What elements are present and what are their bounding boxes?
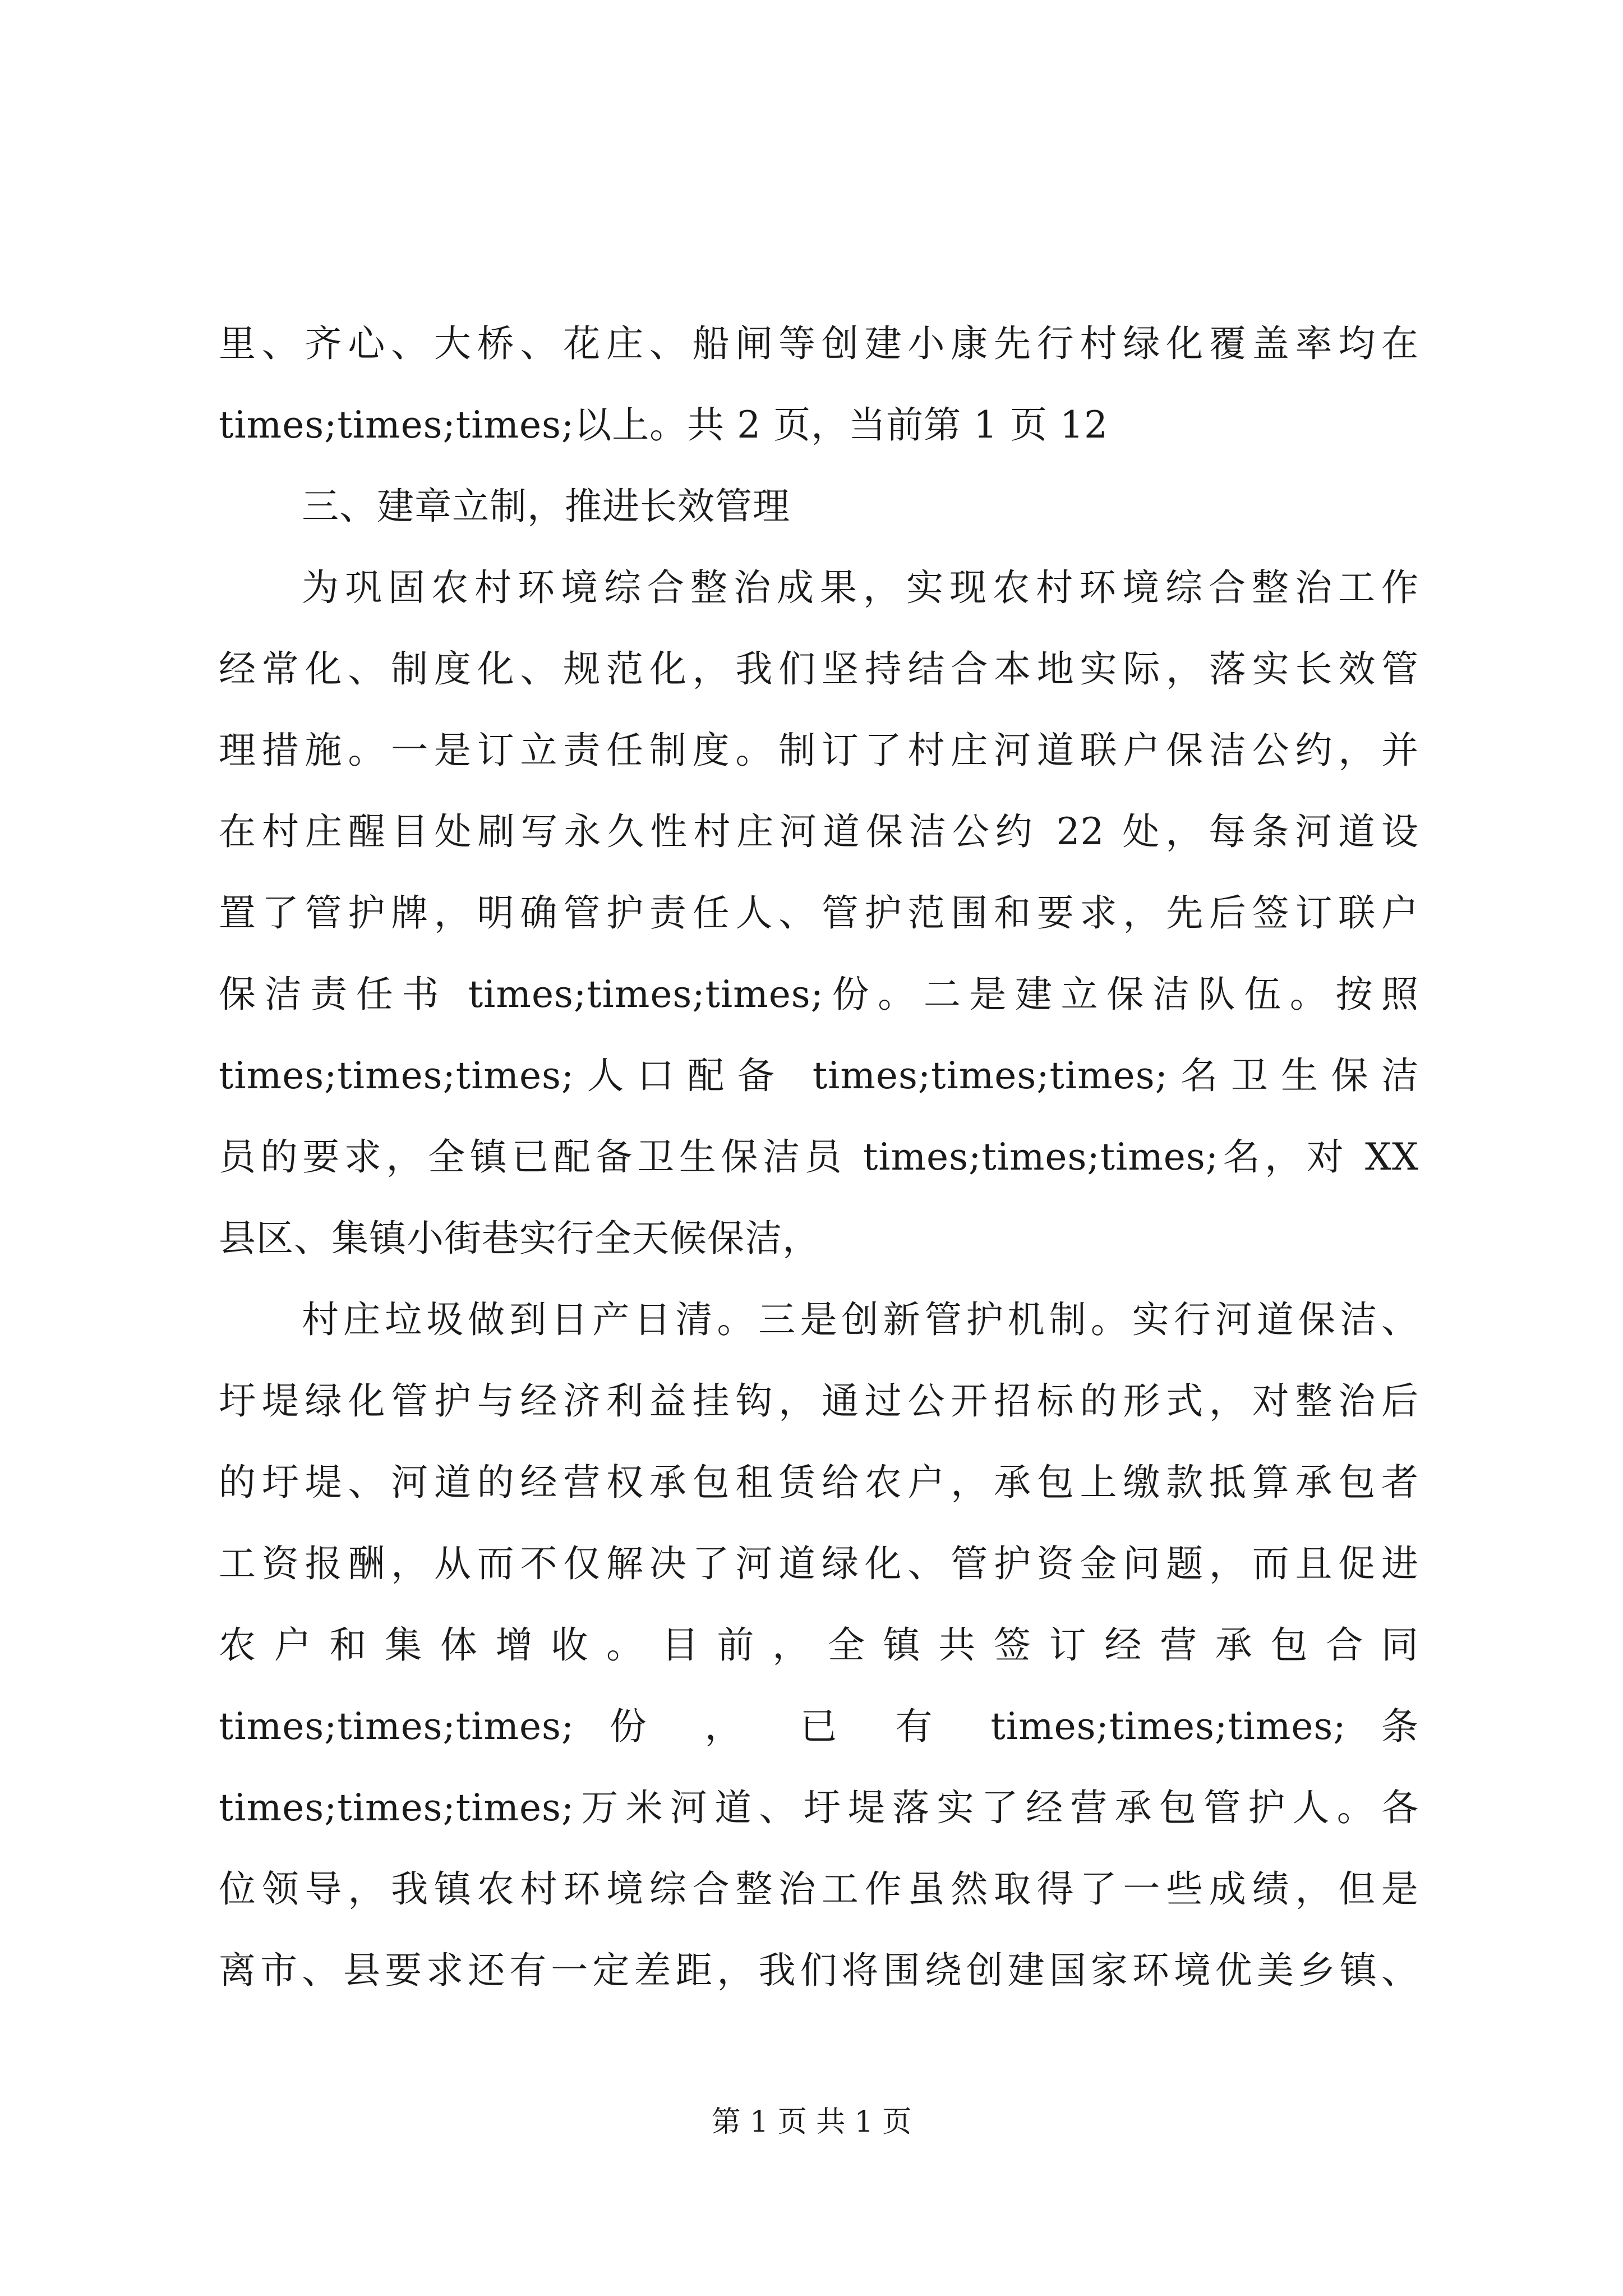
- text-line: times;times;times;人口配备 times;times;times;名卫生保洁: [219, 1054, 1419, 1097]
- text-line: times;times;times;以上。共 2 页，当前第 1 页 12: [219, 403, 1109, 447]
- page-footer: 第 1 页 共 1 页: [711, 2105, 912, 2139]
- section-heading: 三、建章立制，推进长效管理: [302, 485, 790, 528]
- text-line: 离市、县要求还有一定差距，我们将围绕创建国家环境优美乡镇、: [219, 1949, 1419, 1992]
- text-line: 县区、集镇小街巷实行全天候保洁，: [219, 1217, 820, 1260]
- text-line: 保洁责任书 times;times;times;份。二是建立保洁队伍。按照: [219, 973, 1419, 1016]
- text-line: 员的要求，全镇已配备卫生保洁员 times;times;times;名，对 XX: [219, 1135, 1419, 1179]
- text-line: 置了管护牌，明确管护责任人、管护范围和要求，先后签订联户: [219, 891, 1419, 935]
- text-line: 经常化、制度化、规范化，我们坚持结合本地实际，落实长效管: [219, 647, 1419, 691]
- text-line: times;times;times;万米河道、圩堤落实了经营承包管护人。各: [219, 1786, 1419, 1829]
- document-body: [219, 303, 1419, 2011]
- text-line: 工资报酬，从而不仅解决了河道绿化、管护资金问题，而且促进: [219, 1542, 1419, 1585]
- text-line: 里、齐心、大桥、花庄、船闸等创建小康先行村绿化覆盖率均在: [219, 322, 1419, 365]
- text-line: 在村庄醒目处刷写永久性村庄河道保洁公约 22 处，每条河道设: [219, 810, 1419, 853]
- text-line: 的圩堤、河道的经营权承包租赁给农户，承包上缴款抵算承包者: [219, 1461, 1419, 1504]
- text-line: 为巩固农村环境综合整治成果，实现农村环境综合整治工作: [302, 566, 1419, 609]
- text-line: times;times;times; 份 ， 已 有 times;times;times; 条: [219, 1705, 1419, 1748]
- text-line: 村庄垃圾做到日产日清。三是创新管护机制。实行河道保洁、: [302, 1298, 1419, 1341]
- text-line: 农户和集体增收。目前，全镇共签订经营承包合同: [219, 1623, 1419, 1667]
- text-line: 理措施。一是订立责任制度。制订了村庄河道联户保洁公约，并: [219, 729, 1419, 772]
- text-line: 圩堤绿化管护与经济利益挂钩，通过公开招标的形式，对整治后: [219, 1379, 1419, 1423]
- text-line: 位领导，我镇农村环境综合整治工作虽然取得了一些成绩，但是: [219, 1867, 1419, 1911]
